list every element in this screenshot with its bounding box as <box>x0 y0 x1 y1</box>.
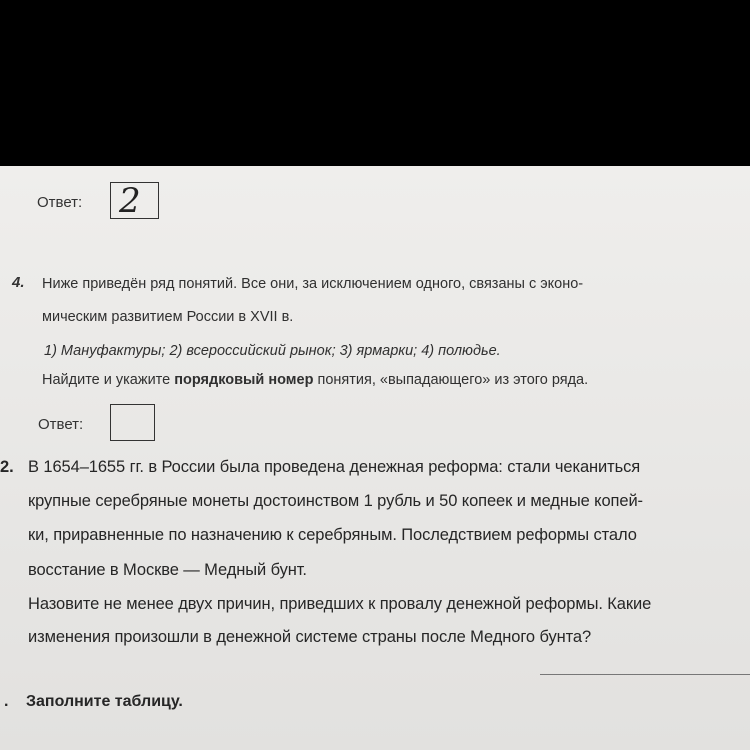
answer-line <box>540 674 750 675</box>
q4-answer-box[interactable] <box>110 404 155 441</box>
q2-line3: ки, приравненные по назначению к серебряным. Последствием реформы стало <box>28 526 637 544</box>
q4-number: 4. <box>12 274 25 291</box>
q2-line2: крупные серебряные монеты достоинством 1 рубль и 50 копеек и медные копей- <box>28 492 643 510</box>
q2-line5: Назовите не менее двух причин, приведших к провалу денежной реформы. Какие <box>28 595 652 613</box>
q3-number: . <box>4 693 9 710</box>
q4-options: 1) Мануфактуры; 2) всероссийский рынок; 3) ярмарки; 4) полюдье. <box>44 343 501 359</box>
prev-answer-value: 2 <box>119 181 141 221</box>
q4-instruction-start: Найдите и укажите <box>42 372 175 388</box>
q4-text-line2: мическим развитием России в XVII в. <box>42 309 294 325</box>
photo-dark-background <box>0 0 750 166</box>
q2-line4: восстание в Москве — Медный бунт. <box>28 561 307 579</box>
q4-instruction <box>42 372 588 388</box>
q4-answer-label: Ответ: <box>38 416 84 433</box>
prev-answer-box[interactable] <box>110 182 159 219</box>
q4-instruction-end: понятия, «выпадающего» из этого ряда. <box>313 372 589 388</box>
q3-text: Заполните таблицу. <box>26 693 183 710</box>
q2-number: 2. <box>0 458 14 476</box>
q4-instruction-bold: порядковый номер <box>174 372 314 388</box>
q4-text-line1: Ниже приведён ряд понятий. Все они, за исключением одного, связаны с эконо- <box>42 276 584 292</box>
worksheet-page <box>0 166 750 750</box>
q2-line6: изменения произошли в денежной системе страны после Медного бунта? <box>28 628 592 646</box>
q2-line1: В 1654–1655 гг. в России была проведена денежная реформа: стали чеканиться <box>28 458 641 476</box>
prev-answer-label: Ответ: <box>37 194 83 211</box>
